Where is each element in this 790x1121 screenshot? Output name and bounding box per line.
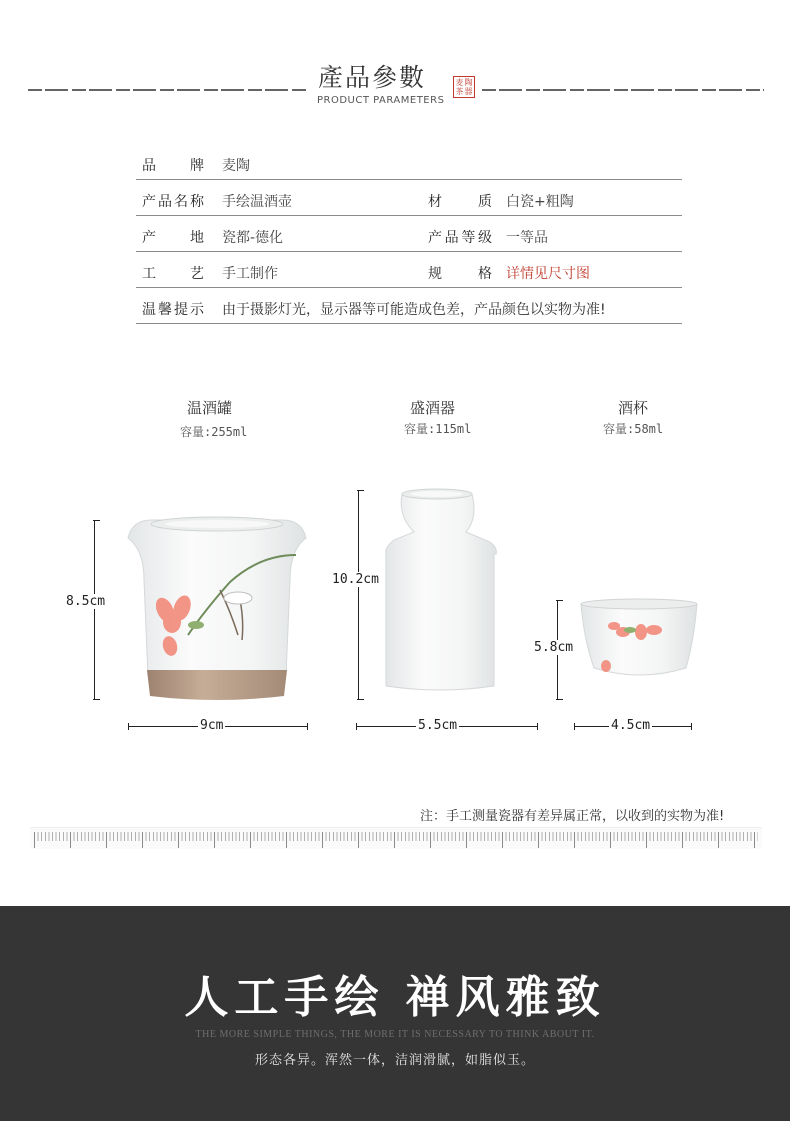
product-name-flask: 盛酒器 [410,399,456,417]
dimension-height-line-flask [358,490,359,700]
warmer-jar-image [128,517,306,700]
param-value: 手工制作 [222,266,278,282]
param-label: 材质 [428,194,492,210]
page-title: 產品參數 [318,63,427,92]
param-row-origin [136,216,682,252]
dimension-width-warmer: 9cm [200,718,224,733]
param-value: 白瓷+粗陶 [506,194,574,210]
dimension-height-cup: 5.8cm [534,640,574,655]
feature-banner [0,906,790,1121]
param-value: 瓷都-德化 [222,230,284,246]
sake-flask-image [386,489,497,690]
measurement-note: 注：手工测量瓷器有差异属正常，以收到的实物为准! [420,809,725,824]
param-row-tip [136,288,682,324]
ruler-decoration [30,827,762,849]
banner-title: 人工手绘 禅风雅致 [184,972,606,1023]
param-label: 品牌 [142,158,204,174]
param-row-brand [136,144,682,180]
param-label: 产品名称 [142,194,204,210]
param-value: 手绘温酒壶 [222,194,292,210]
param-row-name [136,180,682,216]
product-name-warmer: 温酒罐 [187,399,233,417]
product-capacity-warmer: 容量:255ml [180,425,248,439]
page-subtitle: PRODUCT PARAMETERS [317,95,445,106]
param-label: 产地 [142,230,204,246]
param-value: 麦陶 [222,158,250,174]
product-capacity-flask: 容量:115ml [404,422,472,436]
param-row-craft [136,252,682,288]
product-illustrations [0,470,790,720]
dimension-width-cup: 4.5cm [611,718,651,733]
product-capacity-cup: 容量:58ml [603,422,664,436]
param-label: 温馨提示 [142,302,204,318]
param-value: 一等品 [506,230,548,246]
param-label: 工艺 [142,266,204,282]
ruler-ticks [34,832,758,848]
parameter-table [136,144,682,324]
dimension-height-line-warmer [94,520,95,700]
header-divider-left [28,89,306,91]
banner-english-tagline: THE MORE SIMPLE THINGS, THE MORE IT IS NECESSARY TO THINK ABOUT IT. [195,1029,595,1040]
product-name-cup: 酒杯 [618,399,649,417]
sake-cup-image [581,599,697,675]
header-divider-right [482,89,764,91]
dimension-height-flask: 10.2cm [332,572,379,587]
dimension-width-flask: 5.5cm [418,718,458,733]
param-value-spec-link[interactable]: 详情见尺寸图 [506,266,590,282]
param-label: 规格 [428,266,492,282]
brand-seal-icon: 麦 陶 茶 器 [453,76,475,98]
banner-chinese-tagline: 形态各异。浑然一体，洁润滑腻，如脂似玉。 [254,1053,535,1068]
dimension-height-warmer: 8.5cm [66,594,106,609]
param-label: 产品等级 [428,230,492,246]
param-value: 由于摄影灯光，显示器等可能造成色差，产品颜色以实物为准! [222,302,606,318]
